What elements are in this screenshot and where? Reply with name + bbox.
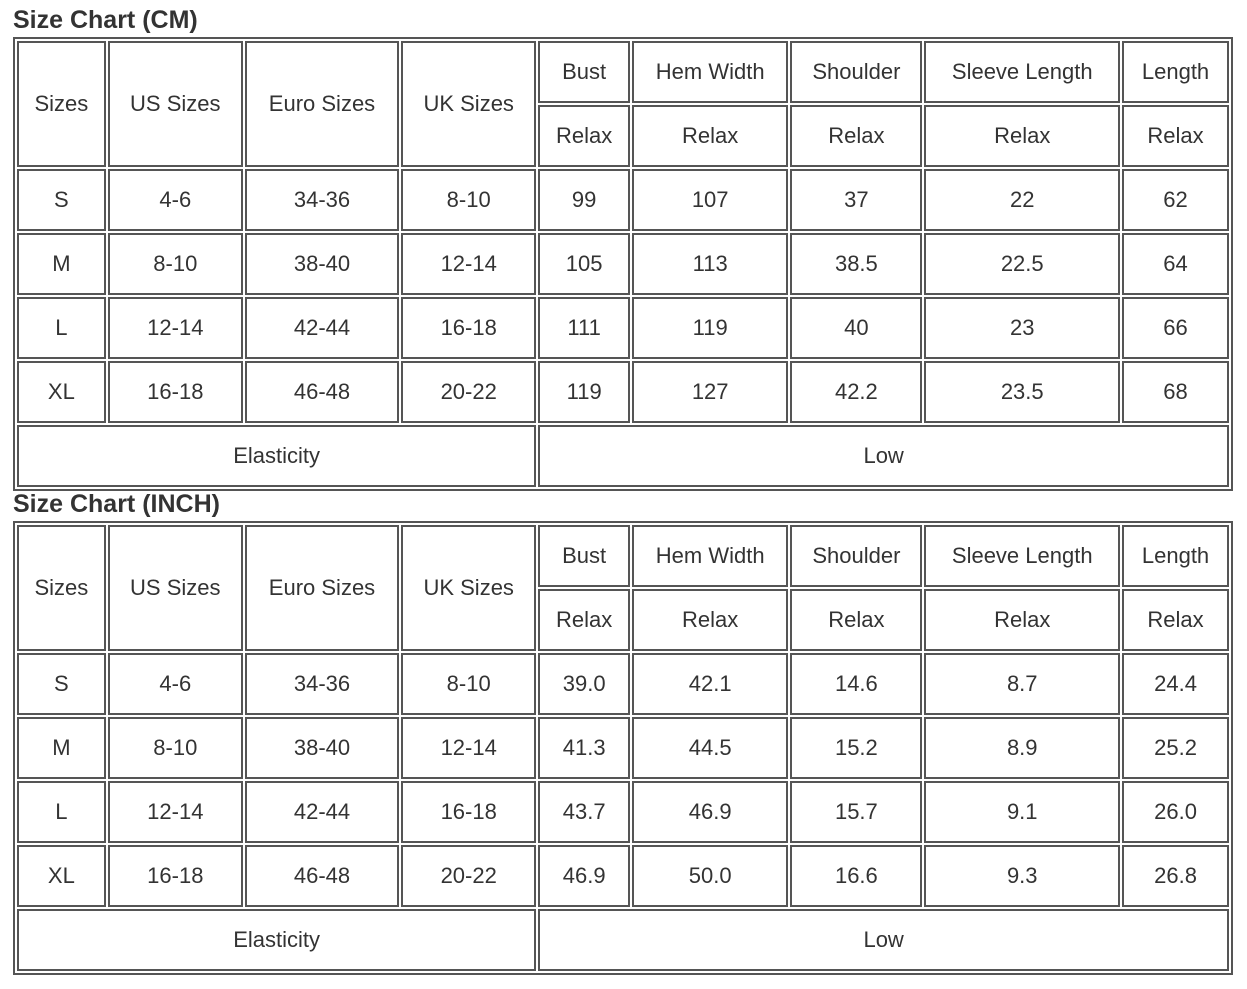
header-hem-width: Hem Width bbox=[632, 525, 788, 587]
table-cell: 16-18 bbox=[108, 845, 243, 907]
table-cell: 24.4 bbox=[1122, 653, 1229, 715]
table-cell: 66 bbox=[1122, 297, 1229, 359]
table-cell: 15.2 bbox=[790, 717, 922, 779]
table-cell: 23 bbox=[924, 297, 1120, 359]
table-cell: 46-48 bbox=[245, 845, 399, 907]
table-cell: 4-6 bbox=[108, 653, 243, 715]
table-cell: 26.0 bbox=[1122, 781, 1229, 843]
table-cell: L bbox=[17, 781, 106, 843]
table-cell: 43.7 bbox=[538, 781, 630, 843]
header-us-sizes: US Sizes bbox=[108, 525, 243, 651]
table-cell: 9.1 bbox=[924, 781, 1120, 843]
table-row bbox=[17, 233, 1229, 295]
table-row bbox=[17, 169, 1229, 231]
table-cell: 12-14 bbox=[108, 781, 243, 843]
header-uk-sizes: UK Sizes bbox=[401, 41, 536, 167]
table-cell: 41.3 bbox=[538, 717, 630, 779]
table-cell: 119 bbox=[632, 297, 788, 359]
table-cell: 37 bbox=[790, 169, 922, 231]
table-cell: 22 bbox=[924, 169, 1120, 231]
size-chart-cm-title: Size Chart (CM) bbox=[13, 6, 198, 34]
table-cell: 39.0 bbox=[538, 653, 630, 715]
table-cell: 42.1 bbox=[632, 653, 788, 715]
fit-cell: Relax bbox=[1122, 105, 1229, 167]
header-length: Length bbox=[1122, 525, 1229, 587]
table-cell: 16-18 bbox=[401, 297, 536, 359]
table-cell: 8-10 bbox=[108, 717, 243, 779]
table-cell: 42.2 bbox=[790, 361, 922, 423]
fit-cell: Relax bbox=[538, 589, 630, 651]
header-length: Length bbox=[1122, 41, 1229, 103]
header-bust: Bust bbox=[538, 41, 630, 103]
table-cell: 8-10 bbox=[108, 233, 243, 295]
table-cell: 15.7 bbox=[790, 781, 922, 843]
elasticity-row bbox=[17, 425, 1229, 487]
fit-cell: Relax bbox=[790, 589, 922, 651]
table-cell: 68 bbox=[1122, 361, 1229, 423]
table-cell: 8.7 bbox=[924, 653, 1120, 715]
header-sizes: Sizes bbox=[17, 41, 106, 167]
header-row bbox=[17, 41, 1229, 103]
table-row bbox=[17, 361, 1229, 423]
elasticity-value: Low bbox=[538, 425, 1229, 487]
header-bust: Bust bbox=[538, 525, 630, 587]
table-cell: 16-18 bbox=[401, 781, 536, 843]
table-cell: 20-22 bbox=[401, 361, 536, 423]
table-cell: 46.9 bbox=[538, 845, 630, 907]
table-cell: 50.0 bbox=[632, 845, 788, 907]
header-sleeve-length: Sleeve Length bbox=[924, 525, 1120, 587]
table-cell: XL bbox=[17, 845, 106, 907]
elasticity-row bbox=[17, 909, 1229, 971]
table-cell: 22.5 bbox=[924, 233, 1120, 295]
table-cell: 127 bbox=[632, 361, 788, 423]
header-row bbox=[17, 525, 1229, 587]
size-chart-inch-title: Size Chart (INCH) bbox=[13, 490, 220, 518]
table-row bbox=[17, 297, 1229, 359]
table-cell: 46-48 bbox=[245, 361, 399, 423]
table-cell: 16.6 bbox=[790, 845, 922, 907]
header-euro-sizes: Euro Sizes bbox=[245, 41, 399, 167]
table-cell: 16-18 bbox=[108, 361, 243, 423]
table-cell: 64 bbox=[1122, 233, 1229, 295]
table-cell: 34-36 bbox=[245, 169, 399, 231]
elasticity-label: Elasticity bbox=[17, 425, 536, 487]
table-row bbox=[17, 845, 1229, 907]
table-cell: 62 bbox=[1122, 169, 1229, 231]
table-cell: L bbox=[17, 297, 106, 359]
fit-cell: Relax bbox=[790, 105, 922, 167]
table-cell: 34-36 bbox=[245, 653, 399, 715]
elasticity-label: Elasticity bbox=[17, 909, 536, 971]
table-cell: 99 bbox=[538, 169, 630, 231]
table-cell: 119 bbox=[538, 361, 630, 423]
table-row bbox=[17, 653, 1229, 715]
table-cell: 46.9 bbox=[632, 781, 788, 843]
header-euro-sizes: Euro Sizes bbox=[245, 525, 399, 651]
table-cell: 42-44 bbox=[245, 297, 399, 359]
table-cell: S bbox=[17, 653, 106, 715]
table-cell: 20-22 bbox=[401, 845, 536, 907]
size-chart-cm-table bbox=[13, 37, 1233, 491]
table-cell: 44.5 bbox=[632, 717, 788, 779]
table-cell: 8-10 bbox=[401, 653, 536, 715]
fit-cell: Relax bbox=[538, 105, 630, 167]
table-cell: M bbox=[17, 233, 106, 295]
table-cell: 113 bbox=[632, 233, 788, 295]
header-hem-width: Hem Width bbox=[632, 41, 788, 103]
header-shoulder: Shoulder bbox=[790, 525, 922, 587]
header-shoulder: Shoulder bbox=[790, 41, 922, 103]
fit-cell: Relax bbox=[632, 105, 788, 167]
header-sleeve-length: Sleeve Length bbox=[924, 41, 1120, 103]
table-cell: 12-14 bbox=[401, 717, 536, 779]
table-cell: 23.5 bbox=[924, 361, 1120, 423]
table-row bbox=[17, 717, 1229, 779]
table-cell: 111 bbox=[538, 297, 630, 359]
table-cell: M bbox=[17, 717, 106, 779]
table-cell: XL bbox=[17, 361, 106, 423]
table-cell: 12-14 bbox=[401, 233, 536, 295]
table-cell: 12-14 bbox=[108, 297, 243, 359]
header-uk-sizes: UK Sizes bbox=[401, 525, 536, 651]
table-row bbox=[17, 781, 1229, 843]
table-cell: 8.9 bbox=[924, 717, 1120, 779]
table-cell: 26.8 bbox=[1122, 845, 1229, 907]
table-cell: 38-40 bbox=[245, 717, 399, 779]
size-chart-inch-table bbox=[13, 521, 1233, 975]
elasticity-value: Low bbox=[538, 909, 1229, 971]
header-sizes: Sizes bbox=[17, 525, 106, 651]
table-cell: 4-6 bbox=[108, 169, 243, 231]
table-cell: S bbox=[17, 169, 106, 231]
fit-cell: Relax bbox=[1122, 589, 1229, 651]
table-cell: 42-44 bbox=[245, 781, 399, 843]
fit-cell: Relax bbox=[924, 589, 1120, 651]
table-cell: 40 bbox=[790, 297, 922, 359]
fit-cell: Relax bbox=[632, 589, 788, 651]
table-cell: 107 bbox=[632, 169, 788, 231]
header-us-sizes: US Sizes bbox=[108, 41, 243, 167]
table-cell: 8-10 bbox=[401, 169, 536, 231]
table-cell: 38.5 bbox=[790, 233, 922, 295]
table-cell: 38-40 bbox=[245, 233, 399, 295]
fit-cell: Relax bbox=[924, 105, 1120, 167]
table-cell: 14.6 bbox=[790, 653, 922, 715]
table-cell: 105 bbox=[538, 233, 630, 295]
table-cell: 9.3 bbox=[924, 845, 1120, 907]
table-cell: 25.2 bbox=[1122, 717, 1229, 779]
